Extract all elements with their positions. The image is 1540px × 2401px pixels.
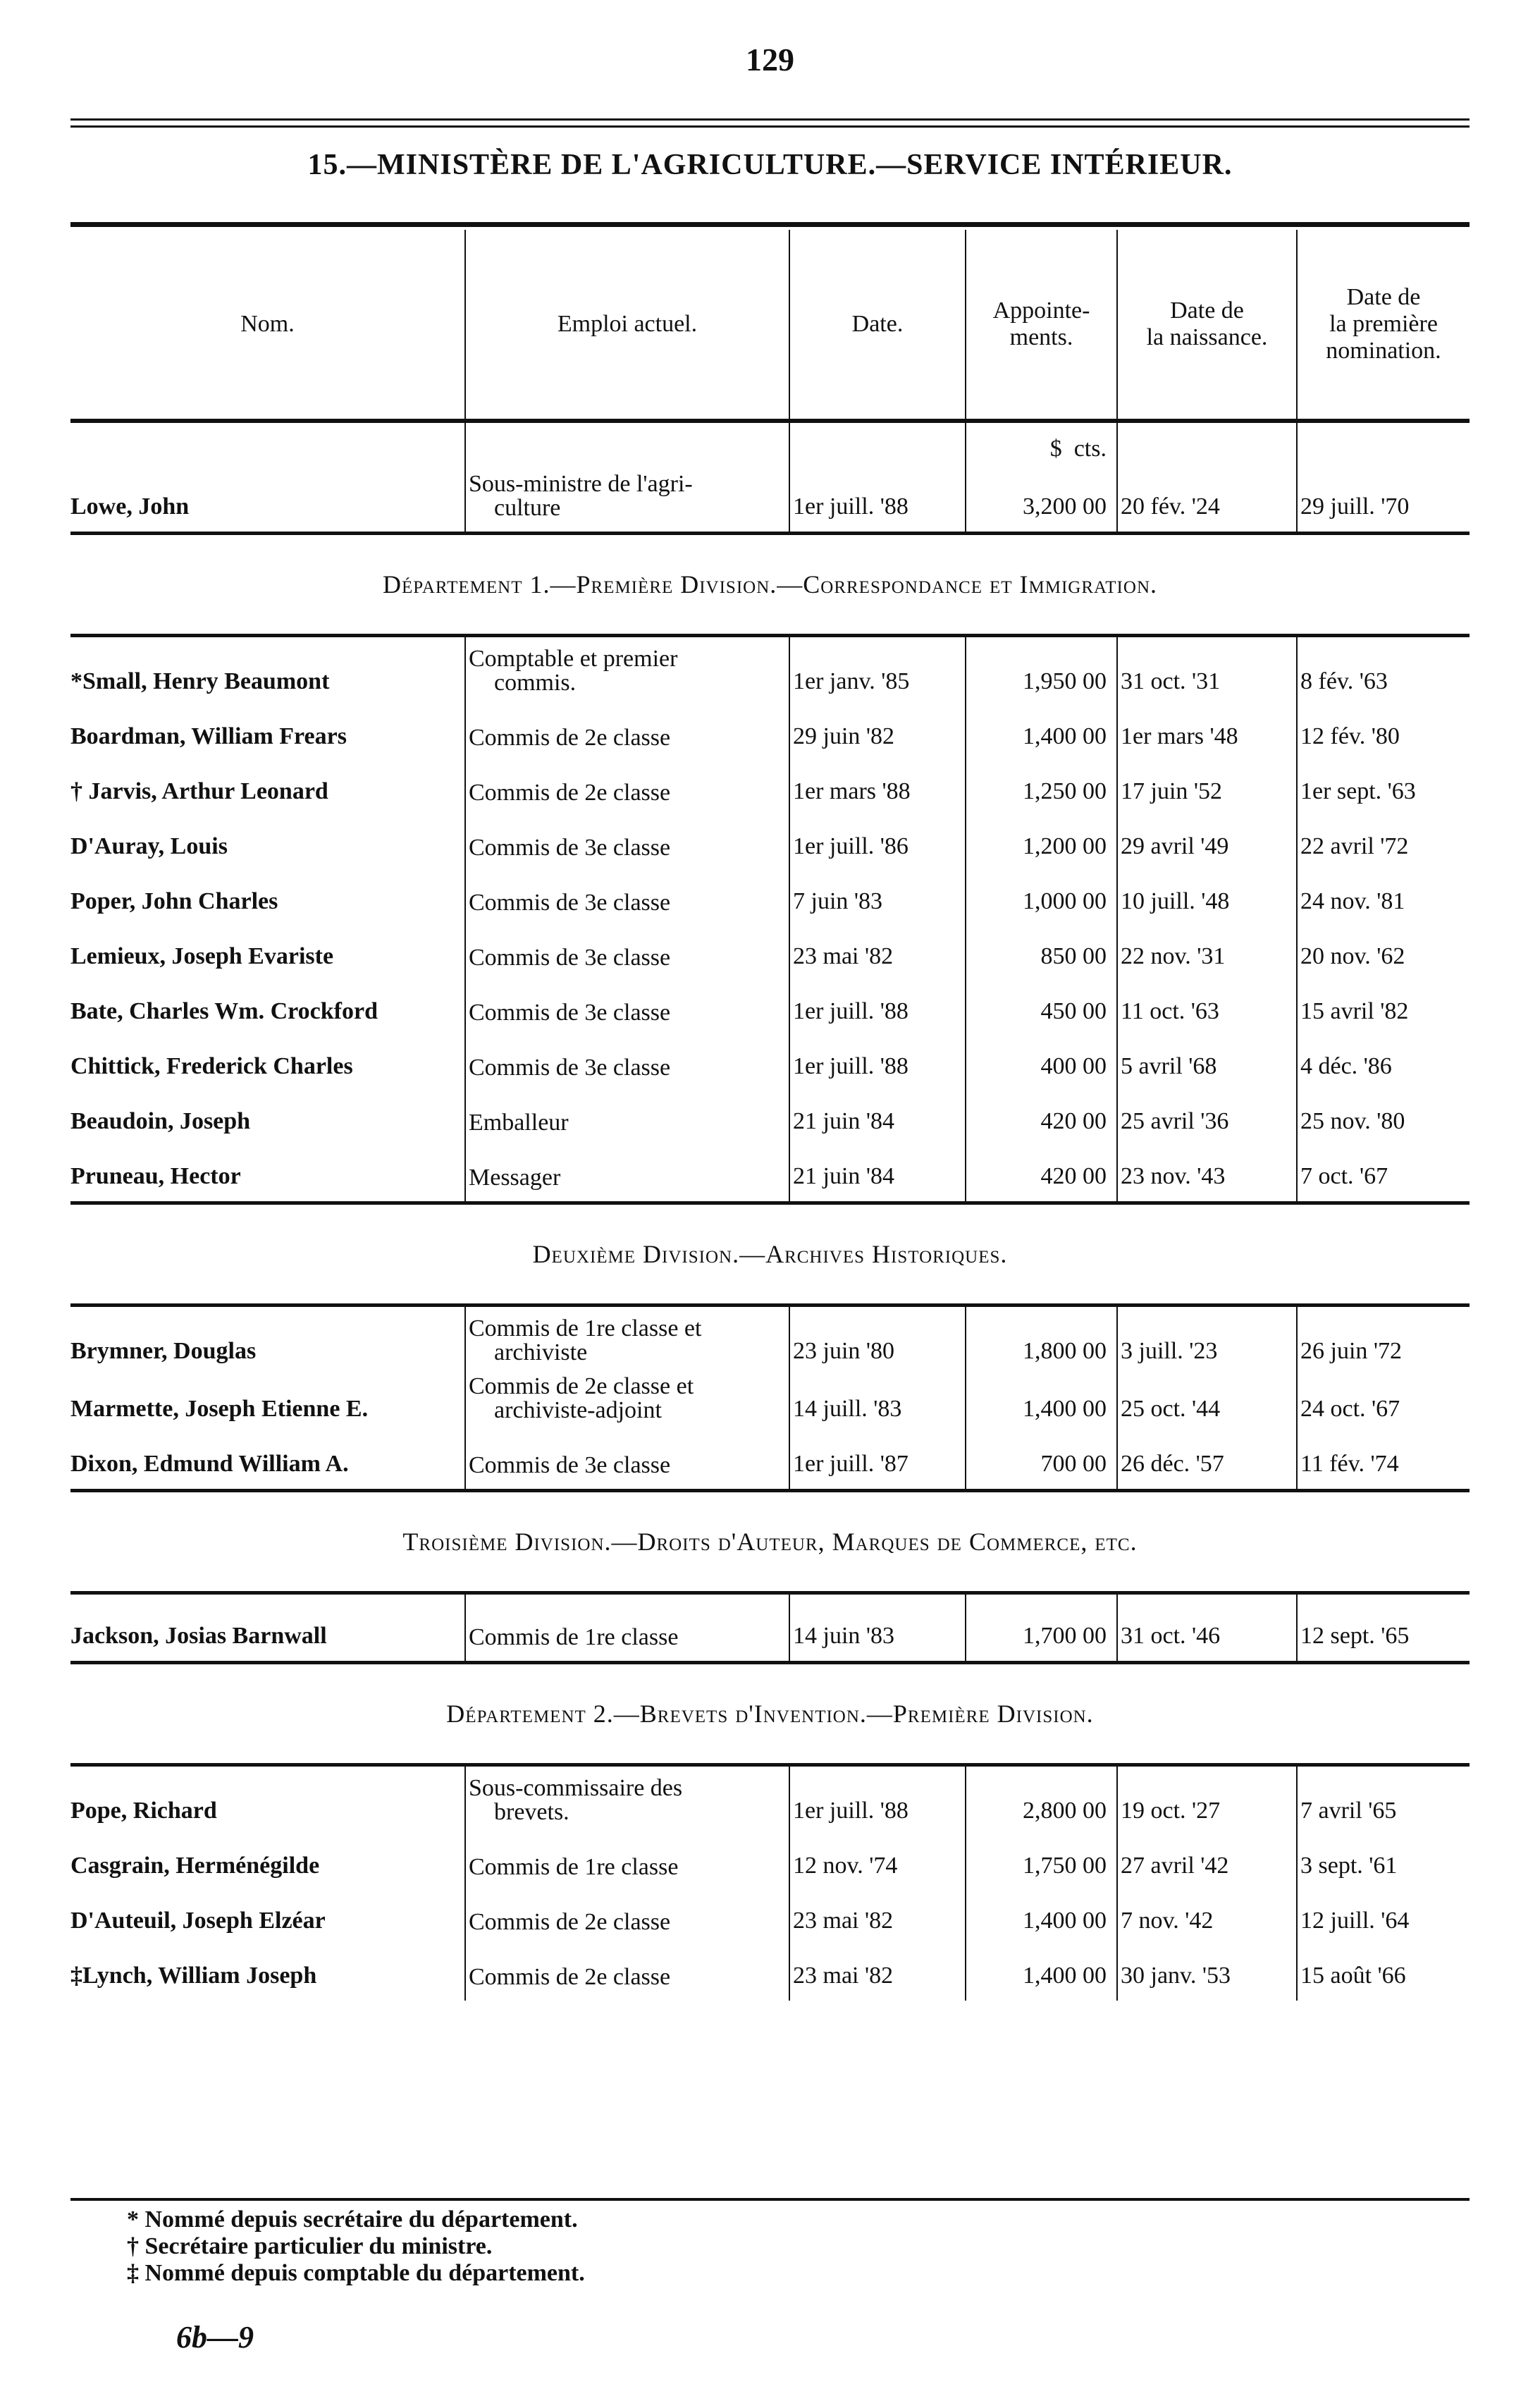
footnotes [127,2206,585,2287]
table-row [70,1306,1470,1365]
employee-name: Pope, Richard [70,1798,217,1824]
employee-job: Commis de 3e classe [465,860,789,915]
employee-job: Sous-commissaire des brevets. [465,1765,789,1825]
employee-date: 1er juill. '88 [789,462,966,520]
employee-appointed: 24 nov. '81 [1297,860,1470,915]
employee-date: 1er janv. '85 [789,636,966,696]
page-signature: 6b—9 [176,2320,254,2354]
employee-name: Marmette, Joseph Etienne E. [70,1396,369,1422]
employee-job: Commis de 2e classe [465,750,789,805]
employee-date: 1er juill. '87 [789,1423,966,1478]
employee-salary: 1,000 00 [966,860,1117,915]
employee-job: Commis de 3e classe [465,805,789,860]
table-row [70,1135,1470,1190]
employee-birth: 5 avril '68 [1117,1025,1297,1080]
employee-date: 1er juill. '86 [789,805,966,860]
header-row [70,230,1470,421]
employee-name: *Small, Henry Beaumont [70,668,330,694]
employee-appointed: 8 fév. '63 [1297,636,1470,696]
employee-birth: 17 juin '52 [1117,750,1297,805]
employee-name: Casgrain, Herménégilde [70,1853,320,1879]
employee-job: Commis de 1re classe [465,1593,789,1650]
employee-birth: 1er mars '48 [1117,695,1297,750]
col-emploi: Emploi actuel. [465,230,789,421]
table-row [70,805,1470,860]
employee-birth: 11 oct. '63 [1117,970,1297,1025]
employee-salary: 450 00 [966,970,1117,1025]
employee-date: 12 nov. '74 [789,1824,966,1879]
employee-job: Messager [465,1135,789,1190]
document-page [70,0,1470,2401]
top-rule [70,118,1470,121]
employee-date: 14 juin '83 [789,1593,966,1650]
page-number: 129 [746,42,794,78]
employee-name: Beaudoin, Joseph [70,1108,251,1134]
employee-salary: 2,800 00 [966,1765,1117,1825]
employee-salary: 1,400 00 [966,1934,1117,1989]
employee-job: Commis de 2e classe [465,695,789,750]
section-heading-row [70,534,1470,636]
employee-birth: 19 oct. '27 [1117,1765,1297,1825]
section-heading: Département 2.—Brevets d'Invention.—Première Division. [70,1663,1470,1765]
employee-date: 7 juin '83 [789,860,966,915]
col-nom: Nom. [70,230,465,421]
employee-appointed: 11 fév. '74 [1297,1423,1470,1478]
table-row [70,970,1470,1025]
col-date: Date. [789,230,966,421]
employee-salary: 1,700 00 [966,1593,1117,1650]
employee-name: † Jarvis, Arthur Leonard [70,778,328,804]
employee-date: 23 mai '82 [789,1879,966,1934]
employee-job: Emballeur [465,1080,789,1135]
table-row [70,860,1470,915]
table-row [70,636,1470,696]
table-row [70,1824,1470,1879]
employee-salary: 1,200 00 [966,805,1117,860]
table-row [70,1423,1470,1478]
footnote: † Secrétaire particulier du ministre. [127,2233,493,2259]
employee-salary: 1,250 00 [966,750,1117,805]
employee-job: Commis de 1re classe et archiviste [465,1306,789,1365]
employee-name: Dixon, Edmund William A. [70,1451,349,1477]
employee-birth: 7 nov. '42 [1117,1879,1297,1934]
table-row [70,915,1470,970]
employee-salary: 1,400 00 [966,1879,1117,1934]
table-row [70,1934,1470,1989]
employee-birth: 26 déc. '57 [1117,1423,1297,1478]
employee-job: Commis de 3e classe [465,970,789,1025]
employee-appointed: 15 août '66 [1297,1934,1470,1989]
employee-birth: 25 oct. '44 [1117,1365,1297,1423]
employee-name: Bate, Charles Wm. Crockford [70,998,378,1024]
employee-job: Commis de 2e classe [465,1879,789,1934]
employee-job: Comptable et premier commis. [465,636,789,696]
employee-appointed: 26 juin '72 [1297,1306,1470,1365]
unit-cell: $ cts. [966,421,1117,462]
employee-job: Commis de 1re classe [465,1824,789,1879]
employee-birth: 27 avril '42 [1117,1824,1297,1879]
employee-birth: 10 juill. '48 [1117,860,1297,915]
employee-name: Pruneau, Hector [70,1163,241,1189]
table-row [70,1879,1470,1934]
employee-salary: 700 00 [966,1423,1117,1478]
employee-appointed: 25 nov. '80 [1297,1080,1470,1135]
employee-appointed: 24 oct. '67 [1297,1365,1470,1423]
employee-appointed: 22 avril '72 [1297,805,1470,860]
table-row [70,1593,1470,1650]
employee-name: D'Auray, Louis [70,833,228,859]
employee-name: Lemieux, Joseph Evariste [70,943,334,969]
employee-name: D'Auteuil, Joseph Elzéar [70,1908,326,1934]
employee-appointed: 29 juill. '70 [1297,462,1470,520]
table-row [70,1765,1470,1825]
employee-name: Lowe, John [70,493,190,520]
employee-appointed: 12 juill. '64 [1297,1879,1470,1934]
employee-job: Commis de 2e classe et archiviste-adjoint [465,1365,789,1423]
employee-birth: 23 nov. '43 [1117,1135,1297,1190]
section-heading: Département 1.—Première Division.—Correspondance et Immigration. [70,534,1470,636]
employee-salary: 1,400 00 [966,695,1117,750]
employee-salary: 420 00 [966,1135,1117,1190]
top-rule-2 [70,125,1470,128]
employee-birth: 31 oct. '46 [1117,1593,1297,1650]
unit-row [70,421,1470,462]
employee-date: 14 juill. '83 [789,1365,966,1423]
employee-appointed: 1er sept. '63 [1297,750,1470,805]
employee-birth: 25 avril '36 [1117,1080,1297,1135]
employee-name: ‡Lynch, William Joseph [70,1963,317,1989]
employee-appointed: 7 oct. '67 [1297,1135,1470,1190]
table-row [70,1365,1470,1423]
employee-appointed: 4 déc. '86 [1297,1025,1470,1080]
employee-birth: 22 nov. '31 [1117,915,1297,970]
employee-salary: 3,200 00 [966,462,1117,520]
employee-date: 21 juin '84 [789,1135,966,1190]
employee-job: Commis de 3e classe [465,915,789,970]
section-heading-row [70,1663,1470,1765]
employee-salary: 850 00 [966,915,1117,970]
employee-appointed: 15 avril '82 [1297,970,1470,1025]
employee-birth: 20 fév. '24 [1117,462,1297,520]
employee-birth: 31 oct. '31 [1117,636,1297,696]
footnote: ‡ Nommé depuis comptable du département. [127,2260,585,2286]
employee-appointed: 12 sept. '65 [1297,1593,1470,1650]
table-row [70,1080,1470,1135]
employee-appointed: 12 fév. '80 [1297,695,1470,750]
employee-name: Brymner, Douglas [70,1338,257,1364]
bottom-rule [70,2198,1470,2201]
title-rule [70,222,1470,227]
col-nomination: Date de la première nomination. [1297,230,1470,421]
document-title: 15.—MINISTÈRE DE L'AGRICULTURE.—SERVICE INTÉRIEUR. [307,149,1233,181]
col-naissance: Date de la naissance. [1117,230,1297,421]
employee-birth: 3 juill. '23 [1117,1306,1297,1365]
employee-job: Sous-ministre de l'agri- culture [465,462,789,520]
employee-appointed: 7 avril '65 [1297,1765,1470,1825]
section-heading: Deuxième Division.—Archives Historiques. [70,1203,1470,1306]
employee-name: Boardman, William Frears [70,723,347,749]
employee-salary: 1,400 00 [966,1365,1117,1423]
employee-date: 23 mai '82 [789,1934,966,1989]
employee-date: 21 juin '84 [789,1080,966,1135]
employee-date: 23 juin '80 [789,1306,966,1365]
employee-job: Commis de 3e classe [465,1423,789,1478]
table-row [70,462,1470,520]
employee-salary: 1,800 00 [966,1306,1117,1365]
section-heading-row [70,1491,1470,1593]
employee-name: Chittick, Frederick Charles [70,1053,353,1079]
table-row [70,695,1470,750]
employee-salary: 420 00 [966,1080,1117,1135]
employee-birth: 29 avril '49 [1117,805,1297,860]
employee-job: Commis de 3e classe [465,1025,789,1080]
employee-date: 29 juin '82 [789,695,966,750]
section-heading-row [70,1203,1470,1306]
table-row [70,1025,1470,1080]
employee-name: Jackson, Josias Barnwall [70,1623,327,1649]
employee-name: Poper, John Charles [70,888,278,914]
footnote: * Nommé depuis secrétaire du département. [127,2206,578,2233]
employee-date: 1er mars '88 [789,750,966,805]
table-row [70,750,1470,805]
employee-appointed: 3 sept. '61 [1297,1824,1470,1879]
personnel-table [70,230,1470,2001]
employee-birth: 30 janv. '53 [1117,1934,1297,1989]
employee-salary: 400 00 [966,1025,1117,1080]
employee-date: 1er juill. '88 [789,970,966,1025]
employee-job: Commis de 2e classe [465,1934,789,1989]
employee-salary: 1,950 00 [966,636,1117,696]
employee-salary: 1,750 00 [966,1824,1117,1879]
employee-appointed: 20 nov. '62 [1297,915,1470,970]
section-heading: Troisième Division.—Droits d'Auteur, Marques de Commerce, etc. [70,1491,1470,1593]
employee-date: 23 mai '82 [789,915,966,970]
col-appointements: Appointe- ments. [966,230,1117,421]
employee-date: 1er juill. '88 [789,1765,966,1825]
employee-date: 1er juill. '88 [789,1025,966,1080]
